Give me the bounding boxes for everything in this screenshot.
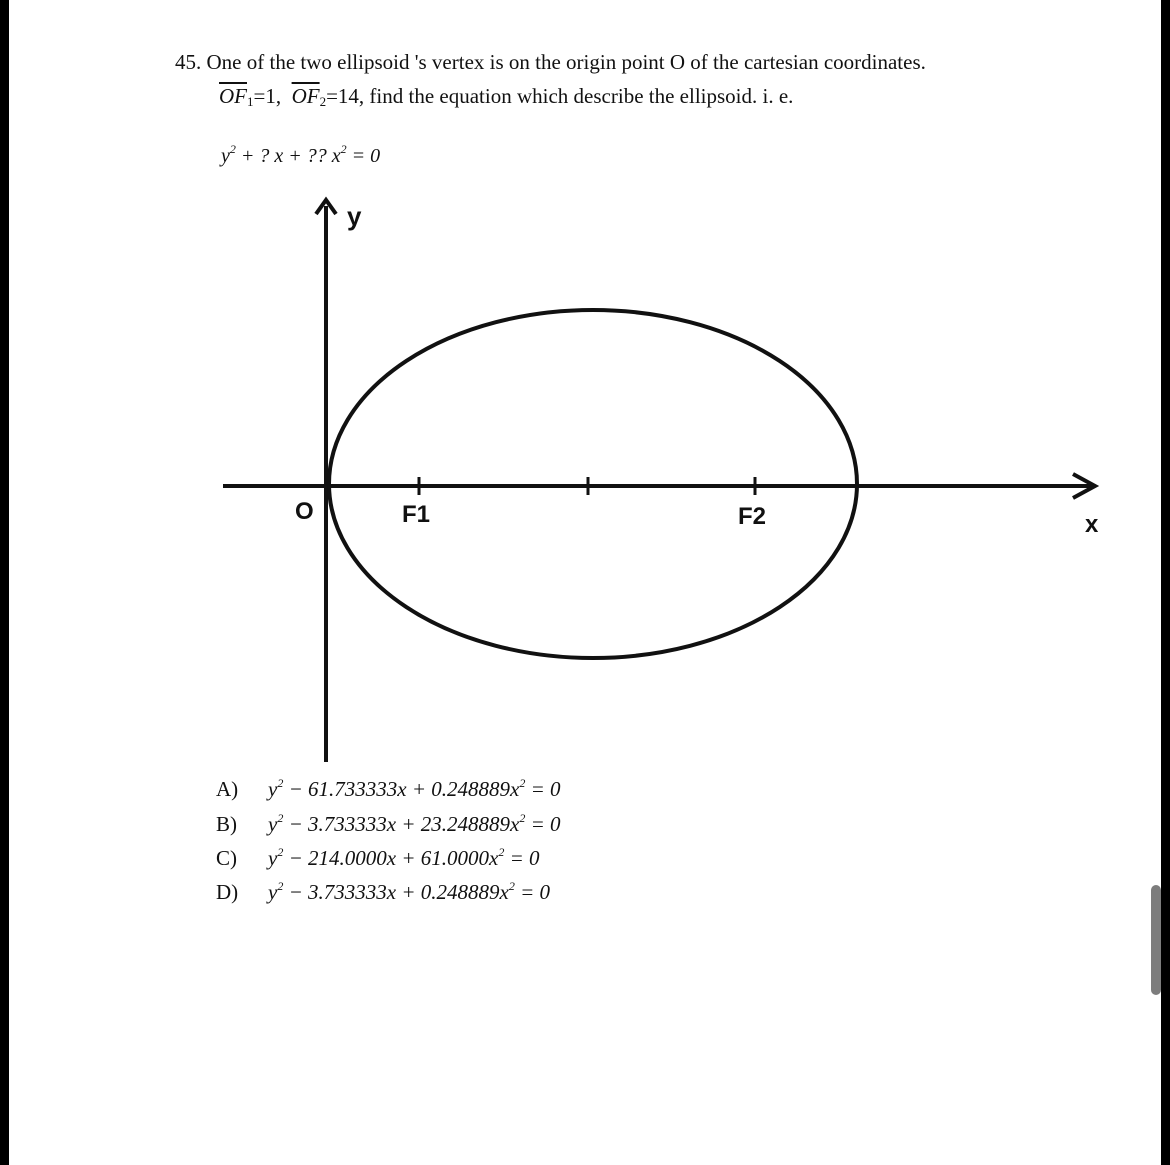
option-b-sup-2: 2 bbox=[519, 811, 526, 825]
option-a-sup-1: 2 bbox=[277, 776, 284, 790]
template-sup-1: 2 bbox=[229, 142, 236, 156]
option-b[interactable] bbox=[216, 811, 560, 837]
ellipse-figure bbox=[9, 0, 1161, 780]
template-y: y bbox=[221, 145, 230, 167]
option-a-letter: A) bbox=[216, 777, 239, 801]
option-c-sup-1: 2 bbox=[277, 845, 284, 859]
option-c-letter: C) bbox=[216, 846, 237, 870]
option-d-end: = 0 bbox=[514, 880, 550, 904]
template-mid: + ? x + ?? x bbox=[235, 145, 341, 167]
option-c-end: = 0 bbox=[504, 846, 540, 870]
option-a[interactable] bbox=[216, 776, 560, 802]
option-c-sup-2: 2 bbox=[498, 845, 505, 859]
of2-label: $\overline{OF}$ bbox=[291, 84, 320, 108]
option-b-end: = 0 bbox=[525, 812, 561, 836]
option-d-mid: − 3.733333x + 0.248889x bbox=[283, 880, 509, 904]
option-c[interactable] bbox=[216, 845, 539, 871]
of1-value: =1, bbox=[253, 84, 282, 108]
option-c-y: y bbox=[268, 846, 278, 870]
option-c-mid: − 214.0000x + 61.0000x bbox=[283, 846, 499, 870]
vertical-scrollbar[interactable] bbox=[1151, 885, 1161, 995]
option-d-letter: D) bbox=[216, 880, 239, 904]
of2-subscript: 2 bbox=[319, 94, 327, 109]
option-b-mid: − 3.733333x + 23.248889x bbox=[283, 812, 520, 836]
option-d-sup-2: 2 bbox=[508, 879, 515, 893]
origin-label: O bbox=[295, 498, 314, 525]
option-a-y: y bbox=[268, 777, 278, 801]
option-a-sup-2: 2 bbox=[519, 776, 526, 790]
of1-label: $\overline{OF}$ bbox=[219, 84, 247, 108]
option-b-y: y bbox=[268, 812, 278, 836]
option-a-end: = 0 bbox=[525, 777, 561, 801]
option-d-sup-1: 2 bbox=[277, 879, 284, 893]
focus2-label: F2 bbox=[738, 503, 767, 530]
focus1-label: F1 bbox=[402, 501, 431, 528]
of1-subscript: 1 bbox=[247, 94, 254, 109]
question-number: 45. bbox=[175, 50, 202, 74]
template-sup-2: 2 bbox=[340, 142, 347, 156]
option-b-letter: B) bbox=[216, 812, 237, 836]
option-b-sup-1: 2 bbox=[277, 811, 284, 825]
of2-value: =14, find the equation which describe the ellipsoid. i. e. bbox=[326, 84, 794, 108]
y-axis-label: y bbox=[347, 201, 362, 231]
option-a-mid: − 61.733333x + 0.248889x bbox=[283, 777, 520, 801]
document-page bbox=[9, 0, 1161, 1165]
option-d-y: y bbox=[268, 880, 278, 904]
option-d[interactable] bbox=[216, 879, 550, 905]
template-end: = 0 bbox=[346, 145, 381, 167]
question-text: One of the two ellipsoid 's vertex is on the origin point O of the cartesian coordinates. bbox=[206, 50, 926, 74]
x-axis-label: x bbox=[1085, 511, 1099, 538]
